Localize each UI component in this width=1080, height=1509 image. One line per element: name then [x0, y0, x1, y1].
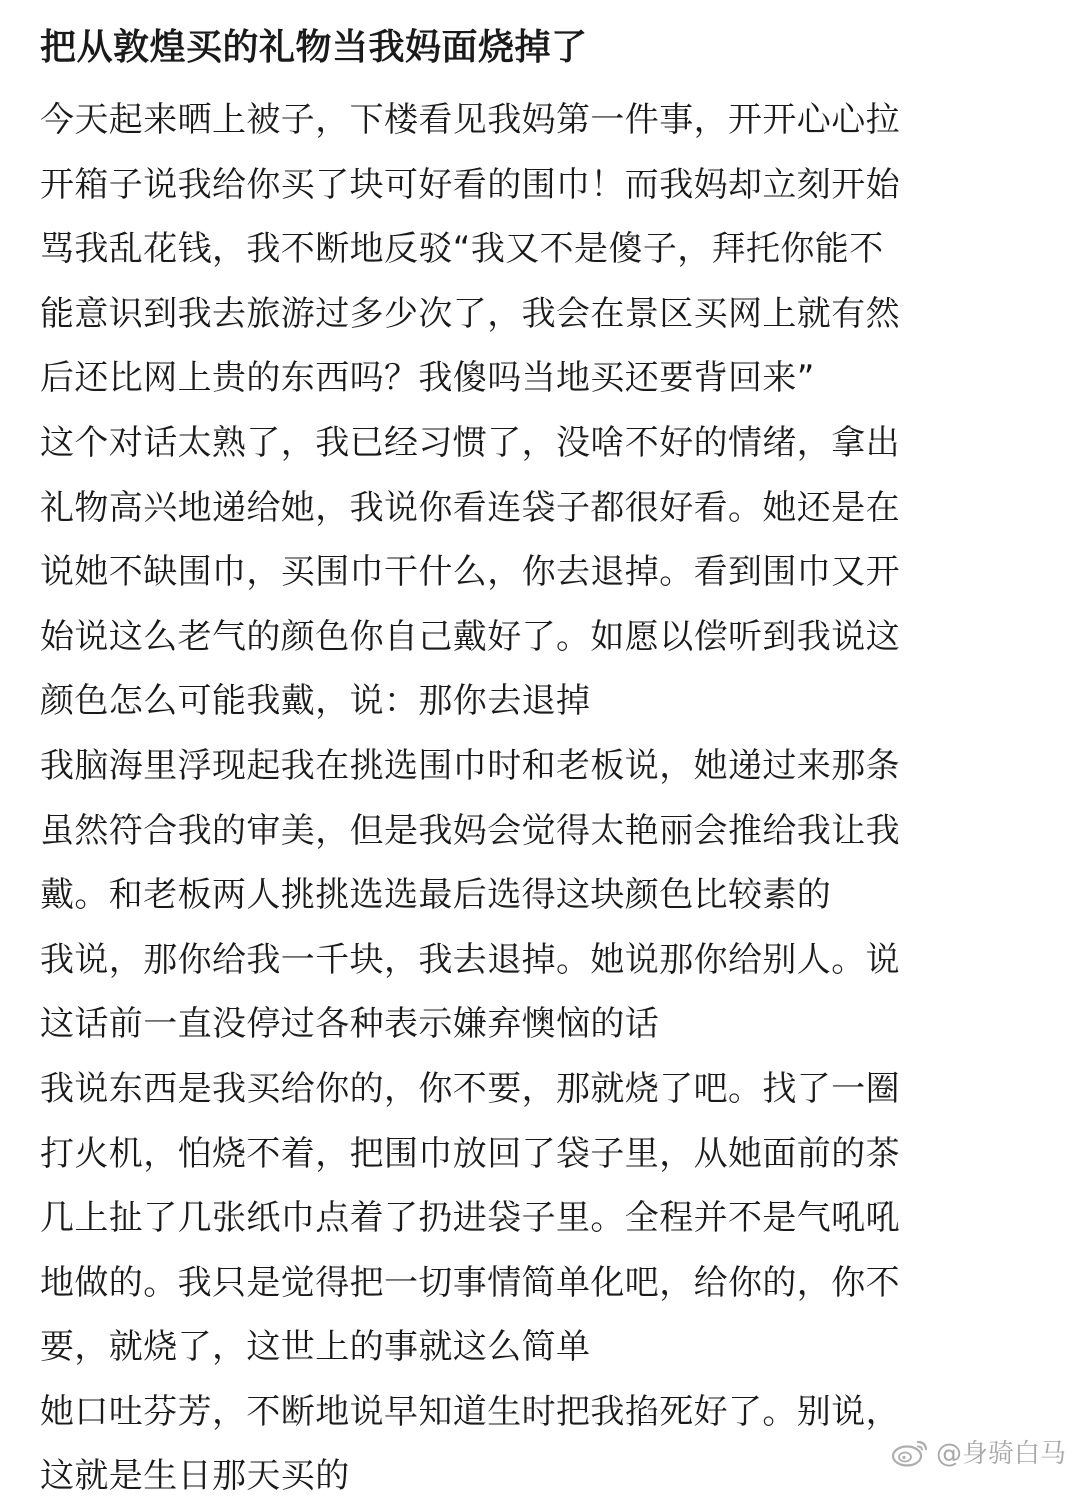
watermark: [890, 1433, 1066, 1470]
post-title: 把从敦煌买的礼物当我妈面烧掉了: [40, 27, 588, 68]
body-line: 这个对话太熟了，我已经习惯了，没啥不好的情绪，拿出: [40, 422, 900, 463]
body-line: 她口吐芬芳，不断地说早知道生时把我掐死好了。别说，: [40, 1391, 900, 1432]
body-line: 说她不缺围巾，买围巾干什么，你去退掉。看到围巾又开: [40, 552, 900, 593]
body-line: 能意识到我去旅游过多少次了，我会在景区买网上就有然: [40, 293, 900, 334]
body-line: 这话前一直没停过各种表示嫌弃懊恼的话: [40, 1004, 660, 1045]
body-line: 这就是生日那天买的: [40, 1456, 350, 1497]
body-line: 开箱子说我给你买了块可好看的围巾！而我妈却立刻开始: [40, 164, 900, 205]
body-line: 后还比网上贵的东西吗？我傻吗当地买还要背回来”: [40, 358, 815, 399]
post-body: [40, 88, 1040, 1509]
body-line: 要，就烧了，这世上的事就这么简单: [40, 1327, 591, 1368]
body-line: 几上扯了几张纸巾点着了扔进袋子里。全程并不是气吼吼: [40, 1198, 900, 1239]
body-line: 地做的。我只是觉得把一切事情简单化吧，给你的，你不: [40, 1262, 900, 1303]
body-line: 我说，那你给我一千块，我去退掉。她说那你给别人。说: [40, 939, 900, 980]
body-line: 打火机，怕烧不着，把围巾放回了袋子里，从她面前的茶: [40, 1133, 900, 1174]
watermark-text: @身骑白马: [935, 1439, 1066, 1469]
body-line: 我说东西是我买给你的，你不要，那就烧了吧。找了一圈: [40, 1068, 900, 1109]
body-line: 骂我乱花钱，我不断地反驳“我又不是傻子，拜托你能不: [40, 229, 884, 270]
body-line: 戴。和老板两人挑挑选选最后选得这块颜色比较素的: [40, 875, 832, 916]
body-line: 礼物高兴地递给她，我说你看连袋子都很好看。她还是在: [40, 487, 900, 528]
body-line: 我脑海里浮现起我在挑选围巾时和老板说，她递过来那条: [40, 745, 900, 786]
body-line: 颜色怎么可能我戴，说：那你去退掉: [40, 681, 591, 722]
body-line: 始说这么老气的颜色你自己戴好了。如愿以偿听到我说这: [40, 616, 900, 657]
weibo-logo-icon: [890, 1436, 930, 1468]
body-line: 今天起来晒上被子，下楼看见我妈第一件事，开开心心拉: [40, 100, 900, 140]
body-line: 虽然符合我的审美，但是我妈会觉得太艳丽会推给我让我: [40, 810, 900, 851]
